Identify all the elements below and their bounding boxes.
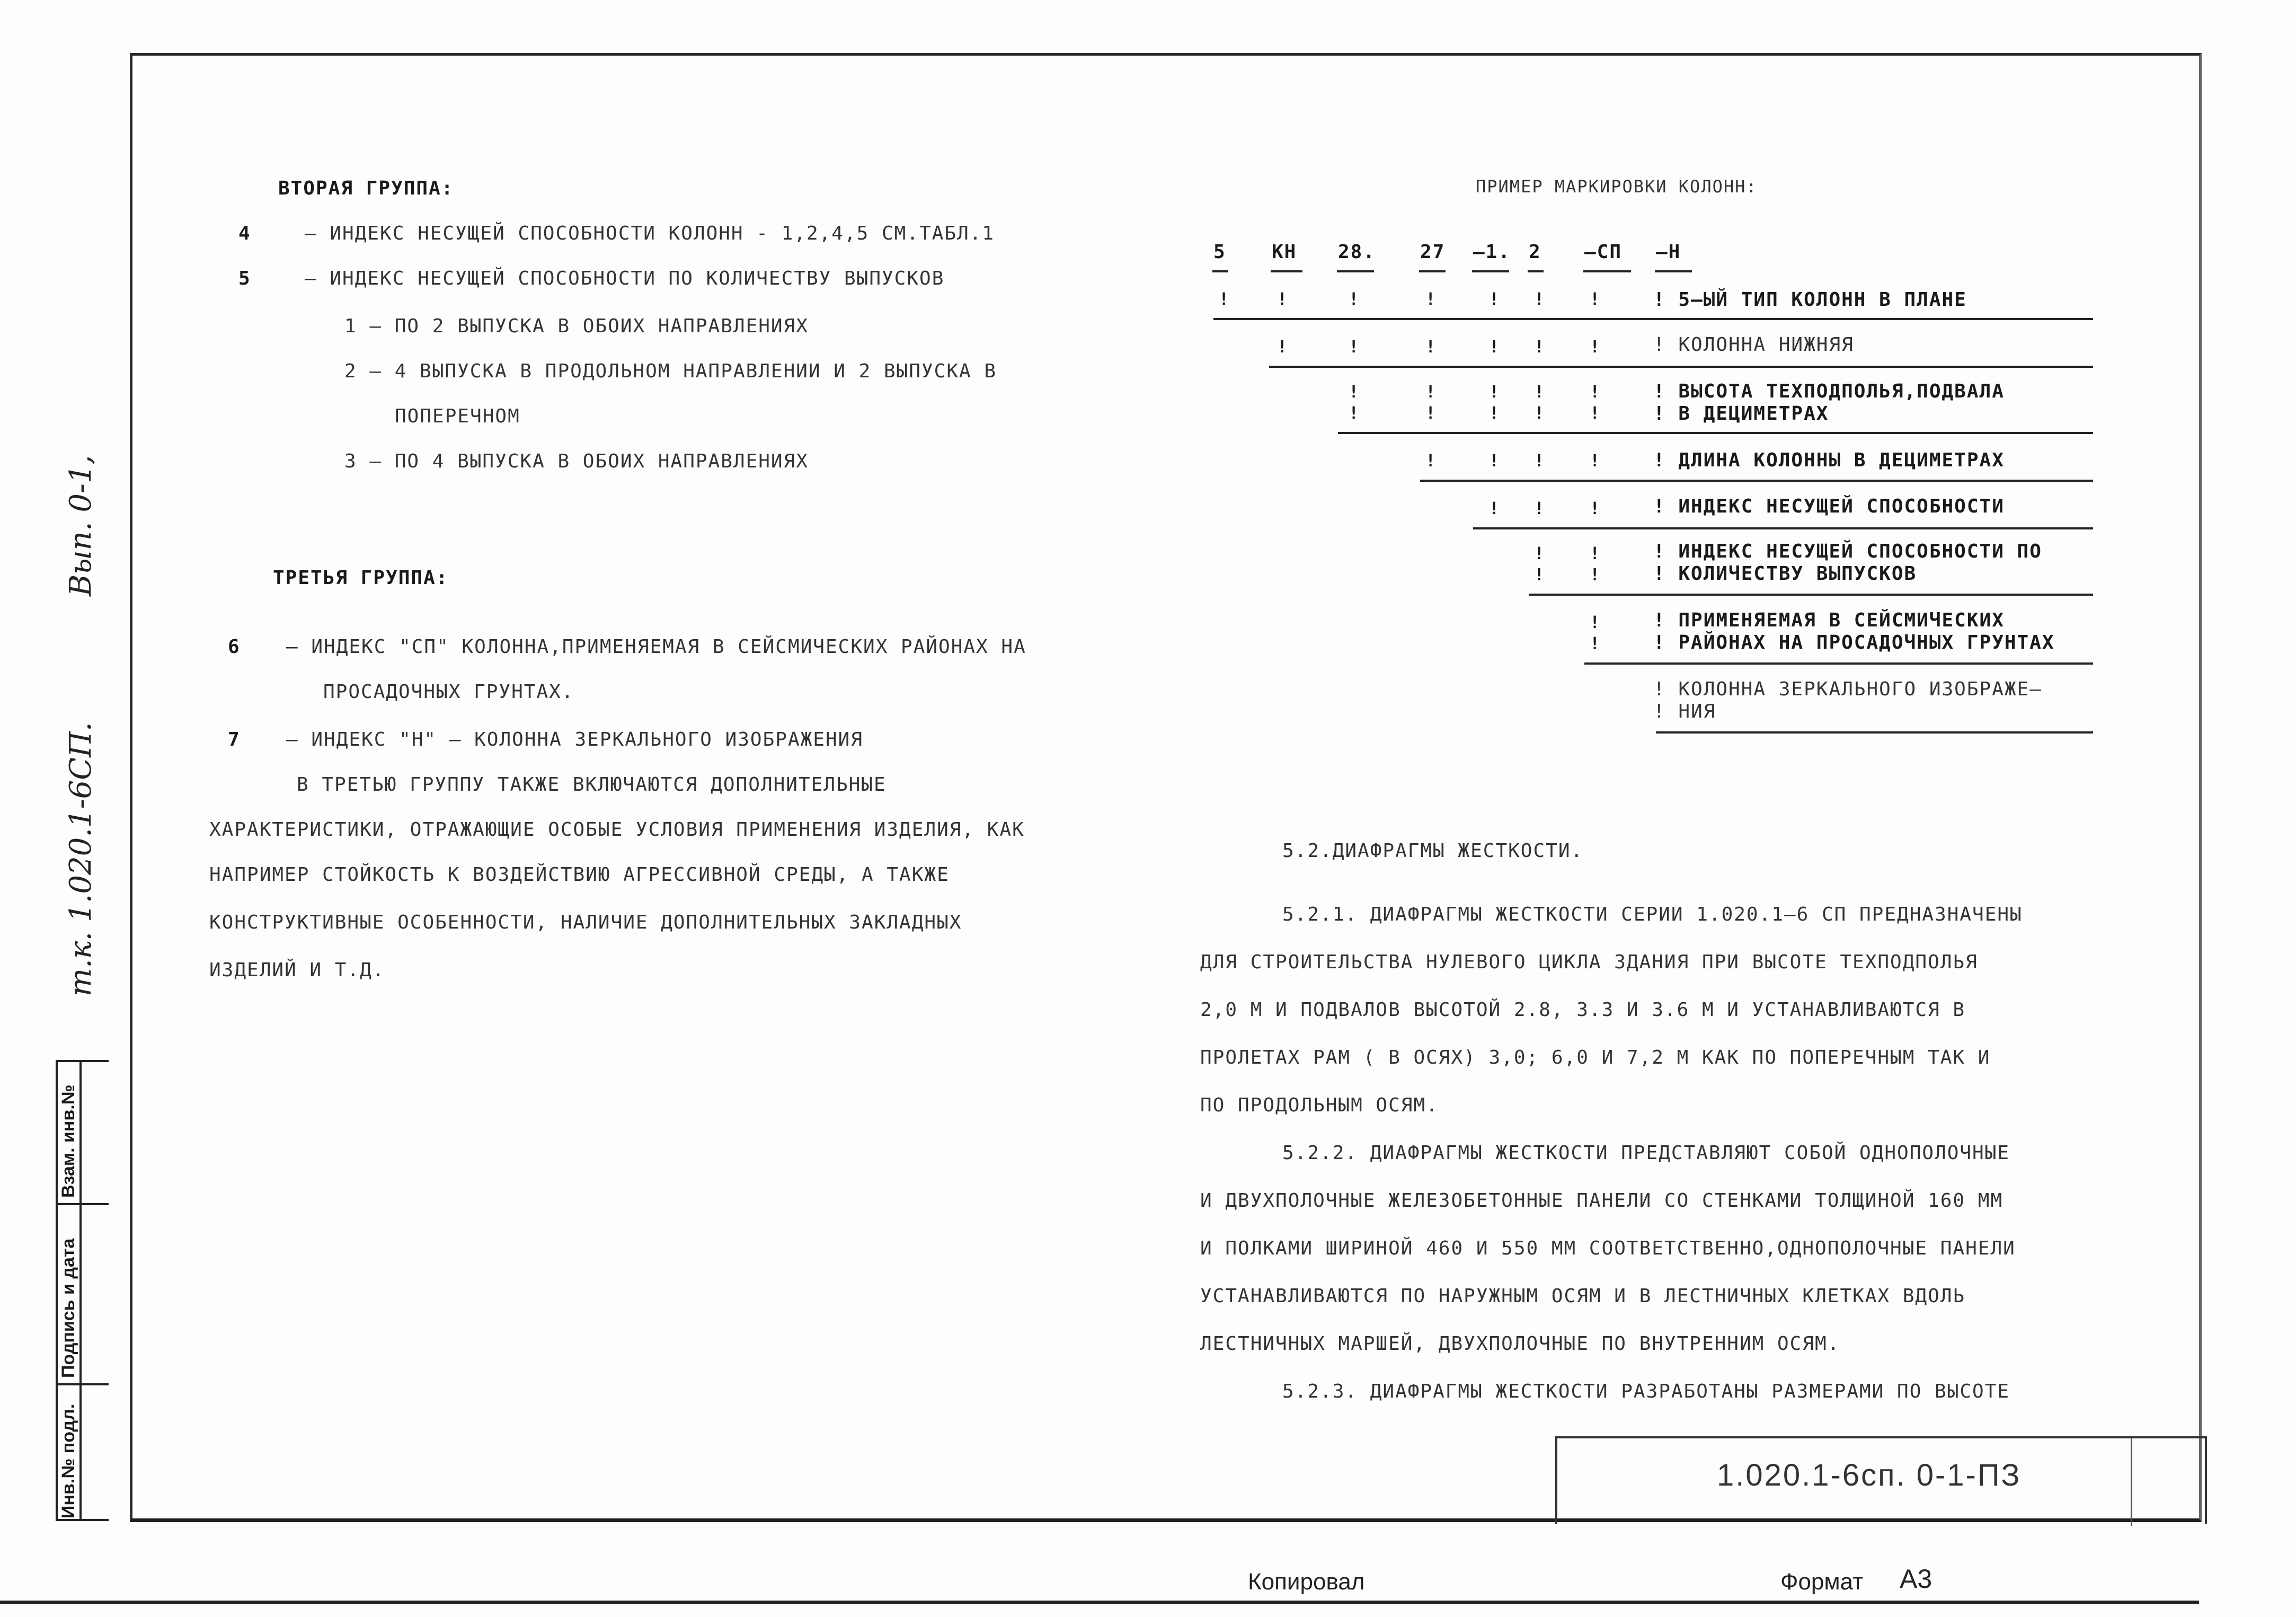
item7-text: – ИНДЕКС "Н" – КОЛОННА ЗЕРКАЛЬНОГО ИЗОБРАЖЕНИЯ	[286, 729, 863, 750]
tick-mark: !	[1277, 337, 1288, 357]
item6-text-a: – ИНДЕКС "СП" КОЛОННА,ПРИМЕНЯЕМАЯ В СЕЙСМИЧЕСКИХ РАЙОНАХ НА	[286, 636, 1026, 658]
tick-mark: !	[1534, 450, 1545, 471]
legend-rule	[1529, 594, 2093, 596]
body-line: И ПОЛКАМИ ШИРИНОЙ 460 И 550 ММ СООТВЕТСТВЕННО,ОДНОПОЛОЧНЫЕ ПАНЕЛИ	[1200, 1238, 2016, 1259]
para-line: ХАРАКТЕРИСТИКИ, ОТРАЖАЮЩИЕ ОСОБЫЕ УСЛОВИЯ ПРИМЕНЕНИЯ ИЗДЕЛИЯ, КАК	[209, 819, 1025, 841]
legend-text: ! НИЯ	[1653, 701, 1716, 722]
tick-mark: !	[1489, 450, 1500, 471]
legend-text: ! ИНДЕКС НЕСУЩЕЙ СПОСОБНОСТИ ПО	[1653, 541, 2042, 562]
stamp-label-inv: Инв.№ подл.	[58, 1403, 78, 1518]
tick-mark: !	[1534, 543, 1545, 563]
legend-text: ! ДЛИНА КОЛОННЫ В ДЕЦИМЕТРАХ	[1653, 449, 2005, 471]
tick-mark: !	[1534, 403, 1545, 423]
code-part: 27	[1420, 241, 1446, 263]
code-underline	[1583, 270, 1631, 272]
legend-rule	[1420, 480, 2093, 482]
side-note-series: т.к. 1.020.1-6СП.	[64, 722, 98, 996]
legend-text: ! РАЙОНАХ НА ПРОСАДОЧНЫХ ГРУНТАХ	[1653, 632, 2055, 653]
legend-rule	[1656, 731, 2093, 734]
tick-mark: !	[1590, 450, 1600, 471]
body-line: 5.2.3. ДИАФРАГМЫ ЖЕСТКОСТИ РАЗРАБОТАНЫ РАЗМЕРАМИ ПО ВЫСОТЕ	[1282, 1381, 2010, 1402]
footer-format-value: А3	[1900, 1564, 1932, 1594]
tick-mark: !	[1534, 289, 1545, 309]
tick-mark: !	[1425, 289, 1436, 309]
code-part: 2	[1529, 241, 1541, 263]
tick-mark: !	[1425, 403, 1436, 423]
body-line: УСТАНАВЛИВАЮТСЯ ПО НАРУЖНЫМ ОСЯМ И В ЛЕСТНИЧНЫХ КЛЕТКАХ ВДОЛЬ	[1200, 1285, 1966, 1307]
item4-text: – ИНДЕКС НЕСУЩЕЙ СПОСОБНОСТИ КОЛОНН - 1,2,4,5 СМ.ТАБЛ.1	[305, 223, 995, 244]
tick-mark: !	[1277, 289, 1288, 309]
tick-mark: !	[1590, 633, 1600, 653]
legend-text: ! ВЫСОТА ТЕХПОДПОЛЬЯ,ПОДВАЛА	[1653, 381, 2005, 402]
code-part: –1.	[1473, 241, 1511, 263]
tick-mark: !	[1534, 382, 1545, 402]
code-part: КН	[1272, 241, 1297, 263]
code-underline	[1528, 270, 1544, 272]
tick-mark: !	[1590, 289, 1600, 309]
tick-mark: !	[1590, 612, 1600, 632]
tick-mark: !	[1425, 337, 1436, 357]
stamp-label-replace: Взам. инв.№	[58, 1084, 78, 1198]
sub1: 1 – ПО 2 ВЫПУСКА В ОБОИХ НАПРАВЛЕНИЯХ	[344, 315, 809, 337]
tick-mark: !	[1534, 564, 1545, 585]
code-underline	[1655, 270, 1692, 272]
code-part: 28.	[1338, 241, 1376, 263]
code-underline	[1337, 270, 1374, 272]
tick-mark: !	[1489, 498, 1500, 518]
section-title: 5.2.ДИАФРАГМЫ ЖЕСТКОСТИ.	[1282, 840, 1584, 862]
group3-title: ТРЕТЬЯ ГРУППА:	[273, 567, 449, 589]
item6-text-b: ПРОСАДОЧНЫХ ГРУНТАХ.	[323, 681, 574, 703]
side-note-issue: Вып. 0-1,	[64, 455, 98, 596]
legend-text: ! КОЛОННА ЗЕРКАЛЬНОГО ИЗОБРАЖЕ–	[1653, 678, 2042, 700]
body-line: ПРОЛЕТАХ РАМ ( В ОСЯХ) 3,0; 6,0 И 7,2 М КАК ПО ПОПЕРЕЧНЫМ ТАК И	[1200, 1047, 1991, 1068]
item4-num: 4	[238, 223, 251, 244]
para-line: КОНСТРУКТИВНЫЕ ОСОБЕННОСТИ, НАЛИЧИЕ ДОПОЛНИТЕЛЬНЫХ ЗАКЛАДНЫХ	[209, 912, 962, 933]
sub2b: ПОПЕРЕЧНОМ	[395, 405, 520, 427]
tick-mark: !	[1534, 337, 1545, 357]
tick-mark: !	[1349, 403, 1359, 423]
legend-rule	[1269, 366, 2093, 368]
body-line: ПО ПРОДОЛЬНЫМ ОСЯМ.	[1200, 1094, 1439, 1116]
body-line: И ДВУХПОЛОЧНЫЕ ЖЕЛЕЗОБЕТОННЫЕ ПАНЕЛИ СО СТЕНКАМИ ТОЛЩИНОЙ 160 ММ	[1200, 1190, 2004, 1212]
para-line: НАПРИМЕР СТОЙКОСТЬ К ВОЗДЕЙСТВИЮ АГРЕССИВНОЙ СРЕДЫ, А ТАКЖЕ	[209, 864, 950, 886]
item5-num: 5	[238, 268, 251, 289]
tick-mark: !	[1590, 564, 1600, 585]
code-part: 5	[1213, 241, 1226, 263]
body-line: ЛЕСТНИЧНЫХ МАРШЕЙ, ДВУХПОЛОЧНЫЕ ПО ВНУТРЕННИМ ОСЯМ.	[1200, 1333, 1840, 1355]
legend-rule	[1473, 527, 2093, 529]
code-part: –СП	[1584, 241, 1623, 263]
tick-mark: !	[1590, 498, 1600, 518]
stamp-divider	[56, 1203, 109, 1205]
legend-text: ! ИНДЕКС НЕСУЩЕЙ СПОСОБНОСТИ	[1653, 496, 2005, 517]
tick-mark: !	[1534, 498, 1545, 518]
body-line: 2,0 М И ПОДВАЛОВ ВЫСОТОЙ 2.8, 3.3 И 3.6 М И УСТАНАВЛИВАЮТСЯ В	[1200, 999, 1966, 1021]
tick-mark: !	[1489, 403, 1500, 423]
example-title: ПРИМЕР МАРКИРОВКИ КОЛОНН:	[1476, 176, 1758, 197]
stamp-divider	[56, 1383, 109, 1385]
tick-mark: !	[1349, 382, 1359, 402]
tick-mark: !	[1219, 289, 1229, 309]
body-line: 5.2.1. ДИАФРАГМЫ ЖЕСТКОСТИ СЕРИИ 1.020.1–6 СП ПРЕДНАЗНАЧЕНЫ	[1282, 904, 2023, 925]
body-line: ДЛЯ СТРОИТЕЛЬСТВА НУЛЕВОГО ЦИКЛА ЗДАНИЯ ПРИ ВЫСОТЕ ТЕХПОДПОЛЬЯ	[1200, 951, 1978, 973]
code-underline	[1419, 270, 1446, 272]
stamp-label-sign: Подпись и дата	[58, 1238, 78, 1378]
stamp-divider	[79, 1060, 82, 1521]
tick-mark: !	[1425, 450, 1436, 471]
body-line: 5.2.2. ДИАФРАГМЫ ЖЕСТКОСТИ ПРЕДСТАВЛЯЮТ СОБОЙ ОДНОПОЛОЧНЫЕ	[1282, 1142, 2010, 1164]
tick-mark: !	[1590, 543, 1600, 563]
legend-rule	[1338, 432, 2093, 434]
code-underline	[1472, 270, 1509, 272]
title-block-code: 1.020.1-6сп. 0-1-ПЗ	[1717, 1458, 2022, 1492]
item6-num: 6	[228, 636, 241, 658]
tick-mark: !	[1590, 403, 1600, 423]
legend-text: ! ПРИМЕНЯЕМАЯ В СЕЙСМИЧЕСКИХ	[1653, 609, 2005, 631]
footer-format-label: Формат	[1780, 1569, 1864, 1595]
code-underline	[1271, 270, 1302, 272]
sub2a: 2 – 4 ВЫПУСКА В ПРОДОЛЬНОМ НАПРАВЛЕНИИ И 2 ВЫПУСКА В	[344, 360, 997, 382]
footer-copied: Копировал	[1248, 1569, 1365, 1595]
code-part: –Н	[1656, 241, 1681, 263]
tick-mark: !	[1349, 337, 1359, 357]
tick-mark: !	[1489, 382, 1500, 402]
legend-text: ! КОЛОННА НИЖНЯЯ	[1653, 334, 1854, 356]
tick-mark: !	[1489, 289, 1500, 309]
bottom-rule	[0, 1601, 2199, 1604]
legend-text: ! КОЛИЧЕСТВУ ВЫПУСКОВ	[1653, 563, 1917, 585]
legend-text: ! В ДЕЦИМЕТРАХ	[1653, 403, 1829, 425]
para-line: ИЗДЕЛИЙ И Т.Д.	[209, 959, 385, 981]
group2-title: ВТОРАЯ ГРУППА:	[278, 178, 454, 199]
tick-mark: !	[1489, 337, 1500, 357]
tick-mark: !	[1425, 382, 1436, 402]
tick-mark: !	[1349, 289, 1359, 309]
item7-num: 7	[228, 729, 241, 750]
legend-rule	[1213, 318, 2093, 320]
sub3: 3 – ПО 4 ВЫПУСКА В ОБОИХ НАПРАВЛЕНИЯХ	[344, 450, 809, 472]
legend-rule	[1584, 662, 2093, 665]
para-line: В ТРЕТЬЮ ГРУППУ ТАКЖЕ ВКЛЮЧАЮТСЯ ДОПОЛНИТЕЛЬНЫЕ	[297, 774, 887, 796]
tick-mark: !	[1590, 382, 1600, 402]
code-underline	[1212, 270, 1228, 272]
tick-mark: !	[1590, 337, 1600, 357]
legend-text: ! 5–ЫЙ ТИП КОЛОНН В ПЛАНЕ	[1653, 289, 1967, 311]
item5-text: – ИНДЕКС НЕСУЩЕЙ СПОСОБНОСТИ ПО КОЛИЧЕСТВУ ВЫПУСКОВ	[305, 268, 945, 289]
